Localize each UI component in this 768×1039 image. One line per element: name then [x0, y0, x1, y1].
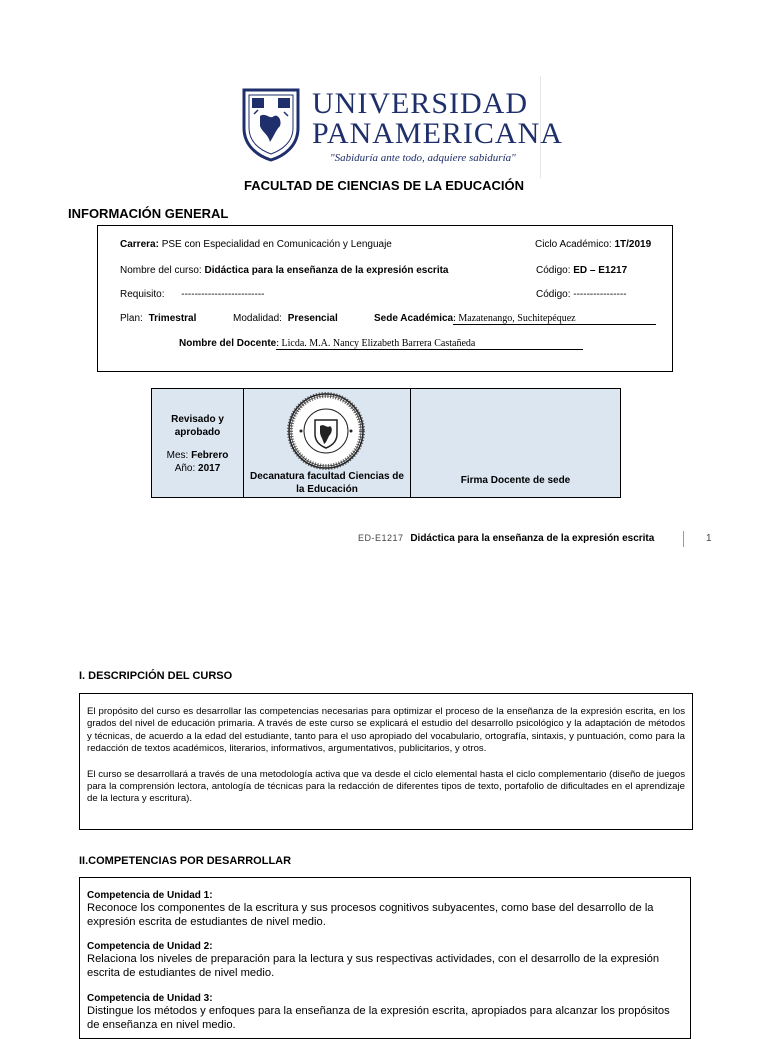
- page-footer: [358, 533, 654, 544]
- description-paragraph-2: El curso se desarrollará a través de una metodología activa que va desde el ciclo elemental hasta el ciclo complementario (diseño de juegos para la comprensión lectora, antología de técnicas para la redacción de diferentes tipos de texto, portafolio de dificultades en el aprendizaje de la lectura y escritura).: [87, 768, 685, 805]
- sede-row: [374, 313, 656, 325]
- revisado-label: Revisado y aprobado: [171, 414, 224, 438]
- mes-value: Febrero: [191, 450, 229, 461]
- general-info-title: INFORMACIÓN GENERAL: [68, 206, 229, 221]
- competency-label: Competencia de Unidad 1:: [87, 890, 213, 901]
- ciclo-row: [535, 239, 651, 250]
- university-logo: [234, 76, 563, 178]
- description-title: I. DESCRIPCIÓN DEL CURSO: [79, 670, 233, 682]
- approval-cell-decanatura: [244, 389, 411, 497]
- sede-label: Sede Académica: [374, 313, 454, 324]
- firma-label: Firma Docente de sede: [460, 475, 571, 486]
- codigo2-value: ----------------: [573, 289, 627, 300]
- competency-label: Competencia de Unidad 3:: [87, 993, 213, 1004]
- competency-text: Reconoce los componentes de la escritura y sus procesos cognitivos subyacentes, como base del desarrollo de la expresión escrita de estudiantes de nivel medio.: [87, 902, 654, 928]
- footer-code: ED-E1217: [358, 533, 404, 543]
- competencies-box: [79, 877, 691, 1039]
- general-info-box: [97, 225, 673, 372]
- faculty-title: FACULTAD DE CIENCIAS DE LA EDUCACIÓN: [244, 178, 524, 193]
- anio-label: Año:: [174, 463, 196, 474]
- approval-table: [151, 388, 621, 498]
- anio-value: 2017: [198, 463, 221, 474]
- codigo2-row: [536, 289, 627, 300]
- curso-value: Didáctica para la enseñanza de la expresión escrita: [204, 265, 449, 276]
- logo-motto: "Sabiduría ante todo, adquiere sabiduría": [330, 152, 516, 164]
- anio-row: [152, 463, 243, 474]
- mes-row: [152, 450, 243, 461]
- footer-page-number: 1: [706, 533, 712, 544]
- codigo2-label: Código:: [536, 289, 571, 300]
- codigo-value: ED – E1217: [573, 265, 628, 276]
- decanatura-label: Decanatura facultad Ciencias de la Educación: [250, 471, 404, 495]
- modalidad-row: [233, 313, 338, 324]
- modalidad-value: Presencial: [287, 313, 338, 324]
- competencies-title: II.COMPETENCIAS POR DESARROLLAR: [79, 855, 292, 867]
- requisito-label: Requisito:: [120, 289, 165, 300]
- competency-text: Distingue los métodos y enfoques para la enseñanza de la expresión escrita, apropiados para alcanzar los propósitos de enseñanza en nivel medio.: [87, 1005, 670, 1031]
- carrera-label: Carrera:: [120, 239, 159, 250]
- docente-label: Nombre del Docente: [179, 338, 277, 349]
- footer-divider: [683, 531, 684, 547]
- competency-text: Relaciona los niveles de preparación para la lectura y sus respectivas actividades, con el desarrollo de la expresión escrita de estudiantes de nivel medio.: [87, 953, 660, 979]
- competency-unit-2: [87, 941, 683, 980]
- competency-label: Competencia de Unidad 2:: [87, 941, 213, 952]
- modalidad-label: Modalidad:: [233, 313, 282, 324]
- plan-label: Plan:: [120, 313, 143, 324]
- requisito-value: -------------------------: [181, 289, 265, 300]
- codigo-label: Código:: [536, 265, 571, 276]
- university-shield-icon: [240, 86, 302, 162]
- curso-row: [120, 265, 449, 276]
- approval-cell-firma: [411, 389, 620, 497]
- competency-unit-3: [87, 993, 683, 1032]
- ciclo-value: 1T/2019: [614, 239, 652, 250]
- requisito-row: [120, 289, 265, 300]
- docente-value: : Licda. M.A. Nancy Elizabeth Barrera Castañeda: [276, 338, 583, 350]
- ciclo-label: Ciclo Académico:: [535, 239, 612, 250]
- mes-label: Mes:: [166, 450, 189, 461]
- faculty-seal-icon: [287, 392, 365, 470]
- carrera-row: [120, 239, 392, 250]
- plan-row: [120, 313, 196, 324]
- plan-value: Trimestral: [148, 313, 197, 324]
- footer-title: Didáctica para la enseñanza de la expresión escrita: [410, 533, 655, 544]
- curso-label: Nombre del curso:: [120, 265, 202, 276]
- logo-word-panamericana: PANAMERICANA: [312, 117, 563, 150]
- carrera-value: PSE con Especialidad en Comunicación y Lenguaje: [161, 239, 392, 250]
- codigo-row: [536, 265, 627, 276]
- sede-value: : Mazatenango, Suchitepéquez: [453, 313, 656, 325]
- description-box: [79, 693, 693, 830]
- description-paragraph-1: El propósito del curso es desarrollar las competencias necesarias para optimizar el proceso de la enseñanza de la expresión escrita, en los grados del nivel de educación primaria. A través de este curso se explicará el estudio del desarrollo psicológico y la adaptación de métodos y técnicas, de acuerdo a la edad del estudiante, tanto para el uso apropiado del vocabulario, ortografía, sintaxis, y puntuación, como para la redacción de textos académicos, literarios, informativos, argumentativos, publicitarios, y otros.: [87, 706, 685, 755]
- approval-cell-revisado: [152, 389, 244, 497]
- docente-row: [179, 338, 583, 350]
- competency-unit-1: [87, 890, 683, 929]
- logo-word-universidad: UNIVERSIDAD: [312, 87, 528, 120]
